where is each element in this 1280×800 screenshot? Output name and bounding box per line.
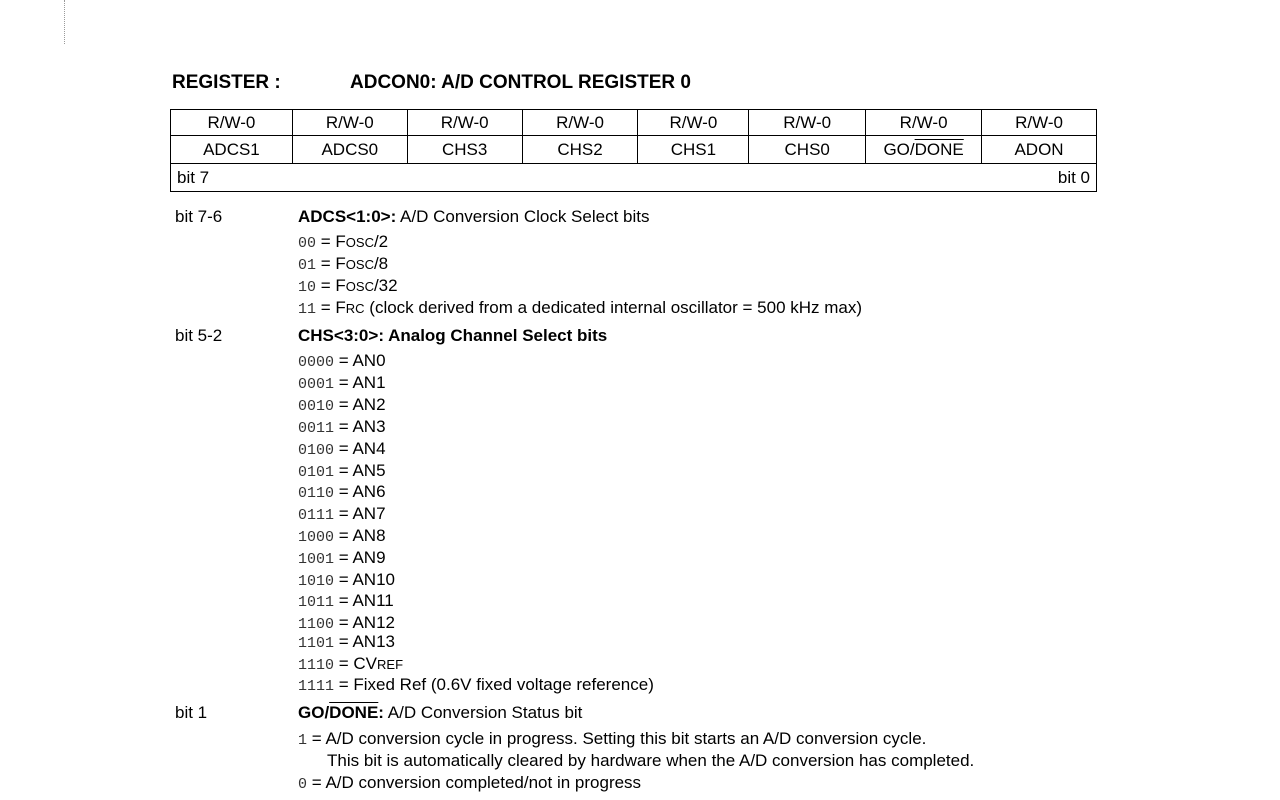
chs-option-0101: 0101 = AN5 [298, 461, 386, 481]
godone-field-name: GO/DONE: [298, 703, 384, 722]
chs-option-0000: 0000 = AN0 [298, 351, 386, 371]
chs-option-1000: 1000 = AN8 [298, 526, 386, 546]
bit7-name: ADCS1 [171, 136, 293, 164]
chs-option-1101: 1101 = AN13 [298, 632, 395, 652]
godone-option-1: 1 = A/D conversion cycle in progress. Setting this bit starts an A/D conversion cycle. [298, 729, 927, 749]
chs-bit-label: bit 5-2 [175, 326, 223, 345]
godone-description: A/D Conversion Status bit [383, 703, 583, 722]
adcs-bit-label: bit 7-6 [175, 207, 223, 226]
bit5-name: CHS3 [407, 136, 522, 164]
bit-high-label: bit 7 [177, 167, 210, 187]
bit1-name-done: DONE [914, 139, 964, 159]
access-row [171, 110, 1097, 136]
chs-option-1100: 1100 = AN12 [298, 613, 395, 633]
bit-name-row [171, 136, 1097, 164]
chs-option-1110: 1110 = CVREF [298, 654, 404, 674]
bit5-access: R/W-0 [407, 110, 522, 136]
register-bit-table [170, 109, 1097, 192]
chs-heading: CHS<3:0>: Analog Channel Select bits [298, 326, 608, 345]
bit3-access: R/W-0 [638, 110, 749, 136]
adcs-heading [298, 207, 649, 227]
register-label: REGISTER : [172, 72, 281, 93]
adcs-field-name: ADCS<1:0>: [298, 207, 397, 226]
adcs-option-11: 11 = FRC (clock derived from a dedicated internal oscillator = 500 kHz max) [298, 298, 863, 318]
adcs-option-10: 10 = FOSC/32 [298, 276, 398, 296]
godone-option-0: 0 = A/D conversion completed/not in progress [298, 773, 642, 793]
bit3-name: CHS1 [638, 136, 749, 164]
chs-option-1011: 1011 = AN11 [298, 591, 394, 611]
godone-option-1-continued: This bit is automatically cleared by hardware when the A/D conversion has completed. [327, 751, 975, 770]
bit2-access: R/W-0 [749, 110, 866, 136]
godone-bit-label: bit 1 [175, 703, 208, 722]
bit0-access: R/W-0 [982, 110, 1097, 136]
chs-option-1010: 1010 = AN10 [298, 570, 395, 590]
chs-option-0010: 0010 = AN2 [298, 395, 386, 415]
bit4-name: CHS2 [522, 136, 638, 164]
godone-heading [298, 703, 582, 723]
chs-option-0100: 0100 = AN4 [298, 439, 386, 459]
chs-option-1111: 1111 = Fixed Ref (0.6V fixed voltage reference) [298, 675, 654, 695]
chs-option-0011: 0011 = AN3 [298, 417, 386, 437]
page-edge-marks [64, 0, 66, 44]
bit-low-label: bit 0 [1057, 167, 1090, 187]
adcs-option-00: 00 = FOSC/2 [298, 232, 389, 252]
register-name: ADCON0: A/D CONTROL REGISTER 0 [350, 72, 691, 93]
bit-range-row [171, 164, 1097, 192]
bit1-name-go: GO/ [883, 139, 915, 159]
bit2-name: CHS0 [749, 136, 866, 164]
bit0-name: ADON [982, 136, 1097, 164]
adcs-option-01: 01 = FOSC/8 [298, 254, 389, 274]
chs-option-0111: 0111 = AN7 [298, 504, 386, 524]
bit1-name [866, 136, 982, 164]
bit1-access: R/W-0 [866, 110, 982, 136]
adcs-description: A/D Conversion Clock Select bits [396, 207, 650, 226]
bit4-access: R/W-0 [522, 110, 638, 136]
chs-option-0001: 0001 = AN1 [298, 373, 386, 393]
bit6-name: ADCS0 [292, 136, 407, 164]
chs-option-0110: 0110 = AN6 [298, 482, 386, 502]
register-title [172, 72, 691, 94]
bit6-access: R/W-0 [292, 110, 407, 136]
chs-option-1001: 1001 = AN9 [298, 548, 386, 568]
bit7-access: R/W-0 [171, 110, 293, 136]
